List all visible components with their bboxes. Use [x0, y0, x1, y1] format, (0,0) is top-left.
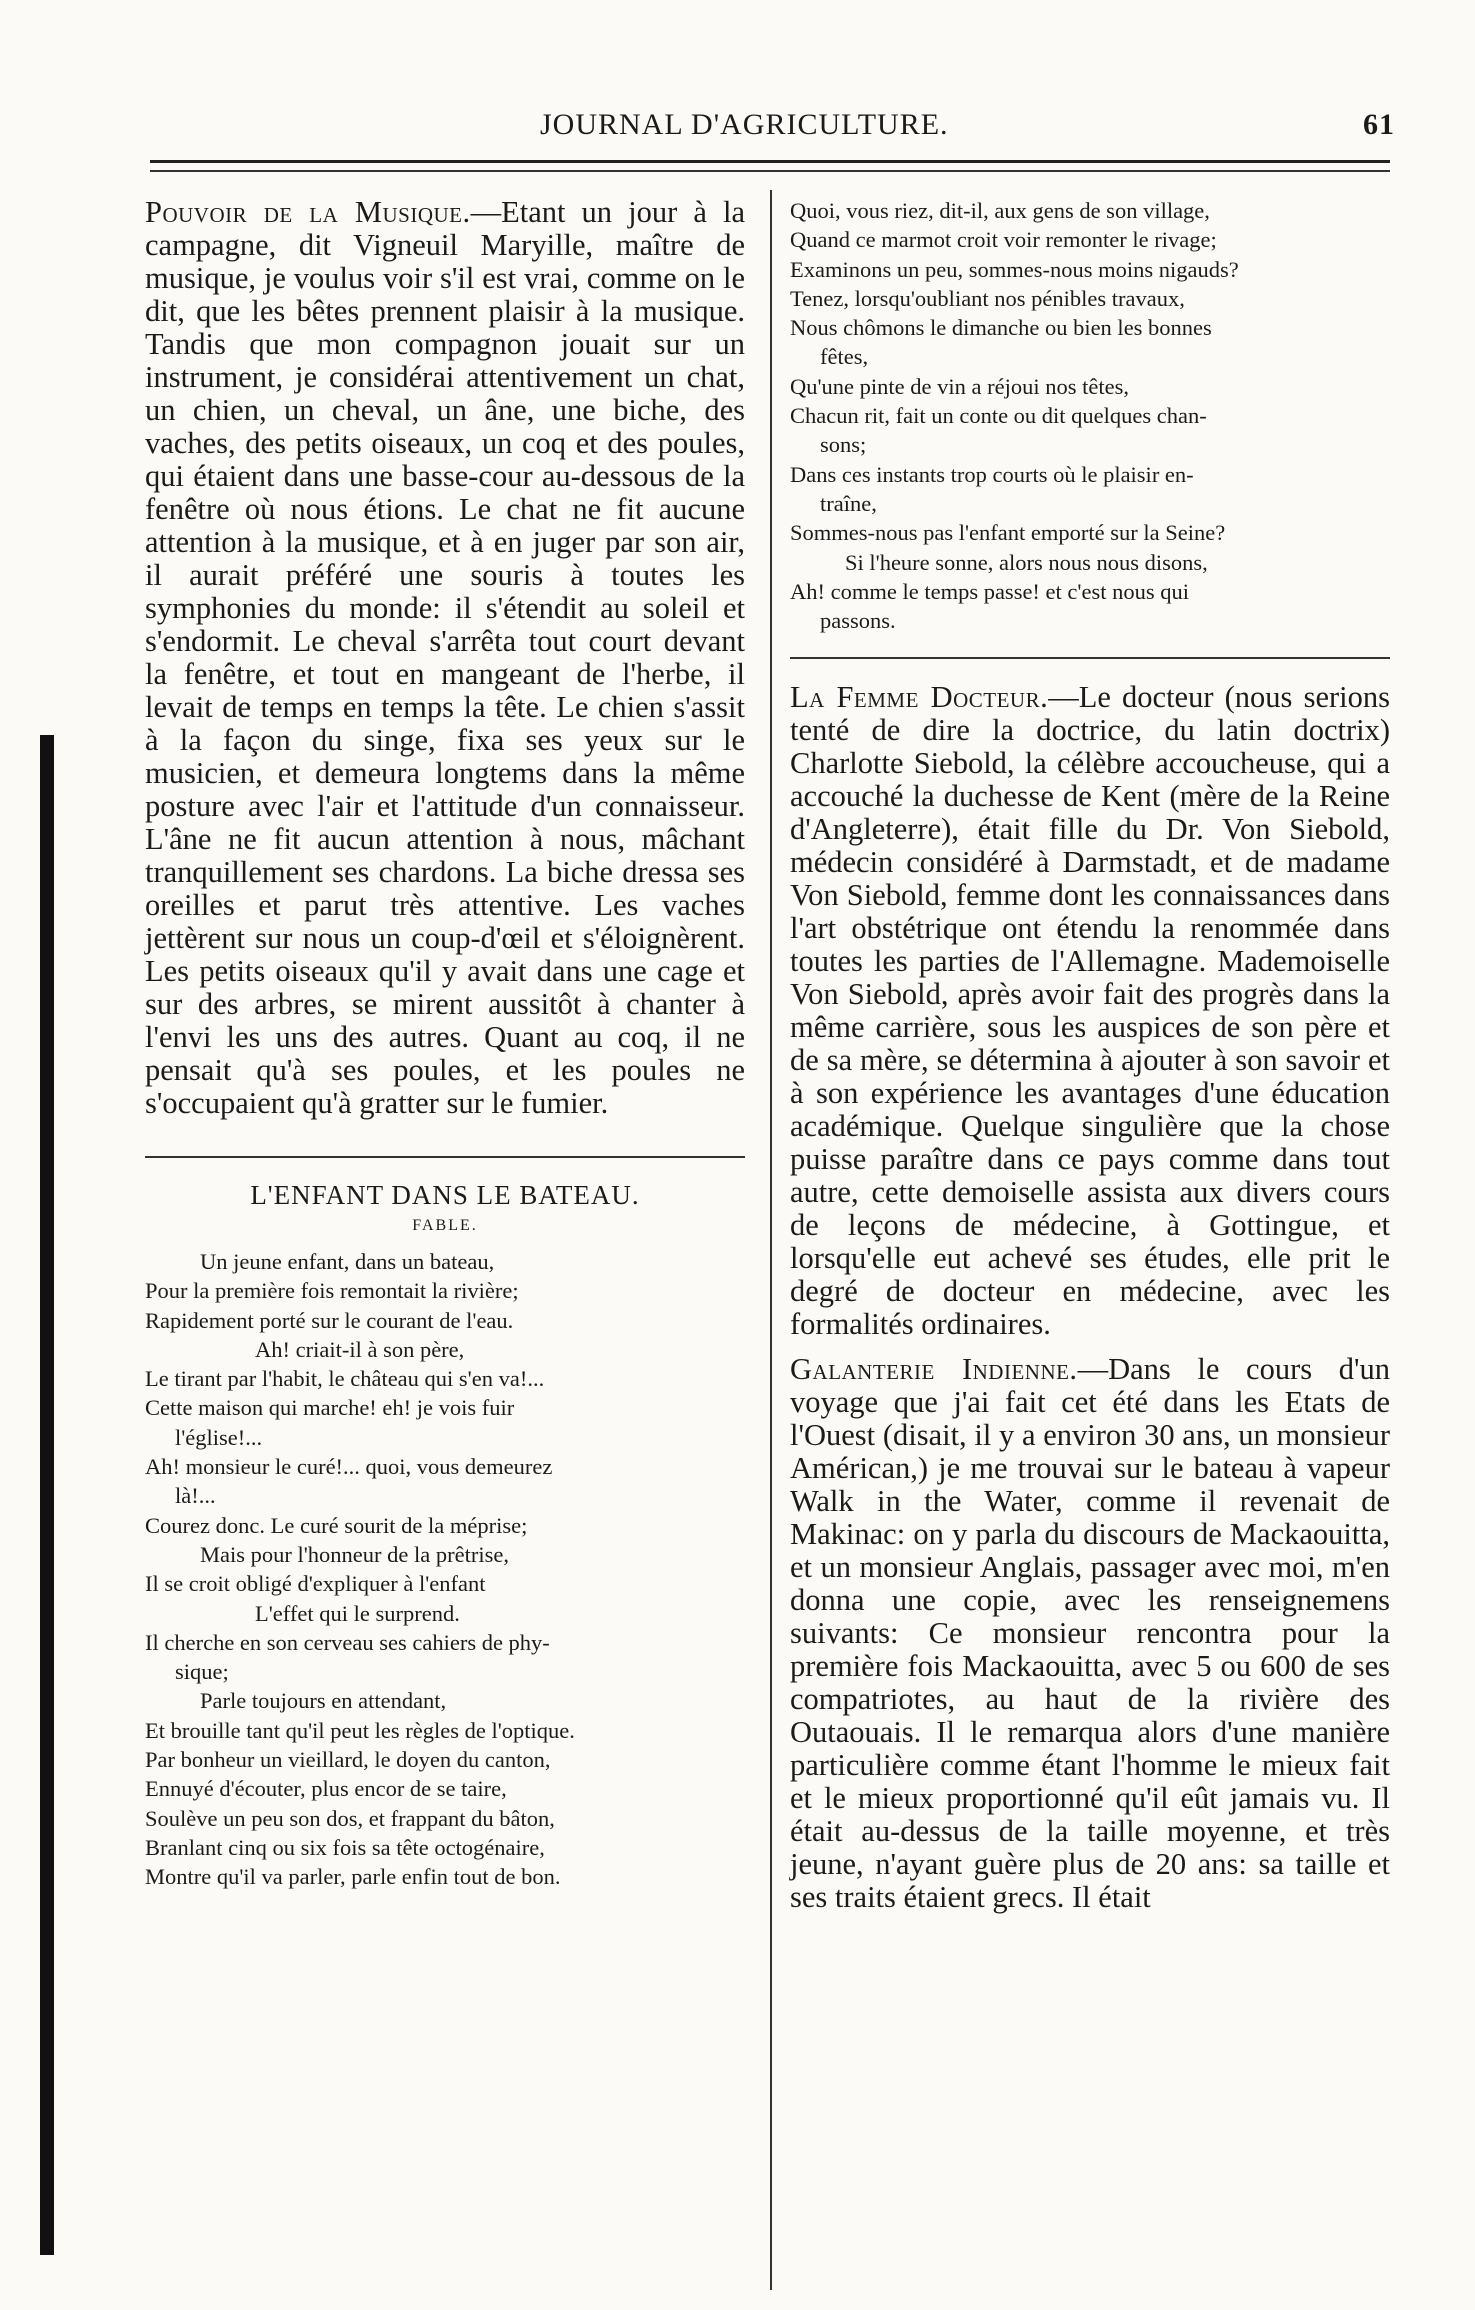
poem-line: L'effet qui le surprend.	[255, 1600, 460, 1626]
fable-subtitle: FABLE.	[412, 1217, 478, 1234]
poem-line: Ah! monsieur le curé!... quoi, vous demeurez	[145, 1454, 553, 1480]
poem-line: là!...	[175, 1483, 216, 1509]
poem-line: Rapidement porté sur le courant de l'eau.	[145, 1307, 514, 1333]
poem-line: Ah! criait-il à son père,	[255, 1336, 465, 1362]
article-text: —Etant un jour à la campagne, dit Vigneuil Maryille, maître de musique, je voulus voir s'il est vrai, comme on le dit, que les bêtes prennent plaisir à la musique. Tandis que mon compagnon jouait sur un instrument, je considérai attentivement un chat, un chien, un cheval, un âne, une biche, des vaches, des petits oiseaux, un coq et des poules, qui étaient dans une basse-cour au-dessous de la fenêtre où nous étions. Le chat ne fit aucune attention à la musique, et à en juger par son air, il aurait préféré une souris à toutes les symphonies du monde: il s'étendit au soleil et s'endormit. Le cheval s'arrêta tout court devant la fenêtre, et tout en mangeant de l'herbe, il levait de temps en temps la tête. Le chien s'assit à la façon du singe, fixa ses yeux sur le musicien, et demeura longtems dans la même posture avec l'air et l'attitude d'un connaisseur. L'âne ne fit aucun attention à nous, mâchant tranquillement ses chardons. La biche dressa ses oreilles et parut très attentive. Les vaches jettèrent sur nous un coup-d'œil et s'éloignèrent. Les petits oiseaux qu'il y avait dans une cage et sur des arbres, se mirent aussitôt à chanter à l'envi les uns des autres. Quant au coq, il ne pensait qu'à ses poules, et les poules ne s'occupaient qu'à gratter sur le fumier.	[145, 195, 745, 1120]
poem-line: Sommes-nous pas l'enfant emporté sur la Seine?	[790, 520, 1226, 546]
section-rule	[790, 657, 1390, 659]
poem-line: Et brouille tant qu'il peut les règles de l'optique.	[145, 1717, 575, 1743]
poem-line: Quand ce marmot croit voir remonter le rivage;	[790, 227, 1217, 253]
poem-line: Un jeune enfant, dans un bateau,	[200, 1249, 495, 1274]
poem-line: Dans ces instants trop courts où le plaisir en-	[790, 461, 1194, 487]
margin-bar	[40, 735, 54, 2255]
left-column	[145, 196, 745, 1892]
poem-line: Quoi, vous riez, dit-il, aux gens de son village,	[790, 198, 1210, 223]
poem-line: l'église!...	[175, 1424, 263, 1450]
poem-line: Il se croit obligé d'expliquer à l'enfant	[145, 1571, 486, 1597]
poem-line: Ah! comme le temps passe! et c'est nous qui	[790, 578, 1189, 604]
poem-line: Examinons un peu, sommes-nous moins nigauds?	[790, 256, 1239, 282]
page-number: 61	[1363, 108, 1395, 141]
poem-line: Montre qu'il va parler, parle enfin tout de bon.	[145, 1864, 561, 1890]
poem-line: fêtes,	[820, 344, 869, 370]
column-divider	[770, 190, 772, 2290]
article-heading: Galanterie Indienne.	[790, 1352, 1078, 1387]
poem-line: Parle toujours en attendant,	[200, 1688, 447, 1714]
poem-line: Chacun rit, fait un conte ou dit quelques chan-	[790, 403, 1207, 429]
article-heading: Pouvoir de la Musique.	[145, 195, 471, 229]
article-text: —Dans le cours d'un voyage que j'ai fait cet été dans les Etats de l'Ouest (disait, il y a environ 30 ans, un monsieur Américan,) je me trouvai sur le bateau à vapeur Walk in the Water, comme il revenait de Makinac: on y parla du discours de Mackaouitta, et un monsieur Anglais, passager avec moi, m'en donna une copie, avec les renseignemens suivants: Ce monsieur rencontra pour la première fois Mackaouitta, avec 5 ou 600 de ses compatriotes, au haut de la rivière des Outaouais. Il le remarqua alors d'une manière particulière comme étant l'homme le mieux fait et le mieux proportionné qu'il eût jamais vu. Il était au-dessus de la taille moyenne, et très jeune, n'ayant guère plus de 20 ans: sa taille et ses traits étaient grecs. Il était	[790, 1352, 1390, 1915]
poem-line: sons;	[820, 432, 867, 458]
poem-line: Si l'heure sonne, alors nous nous disons,	[845, 549, 1208, 575]
header-rule	[150, 160, 1390, 163]
poem-line: Cette maison qui marche! eh! je vois fuir	[145, 1395, 515, 1421]
section-rule	[145, 1156, 745, 1158]
article-musique	[145, 196, 745, 1120]
poem-line: Pour la première fois remontait la rivière;	[145, 1278, 519, 1304]
fable-title: L'ENFANT DANS LE BATEAU.	[250, 1180, 640, 1210]
fable-poem	[145, 1247, 745, 1892]
poem-line: Branlant cinq ou six fois sa tête octogénaire,	[145, 1834, 545, 1860]
fable-poem-continued	[790, 196, 1390, 635]
poem-line: traîne,	[820, 490, 877, 516]
poem-line: Il cherche en son cerveau ses cahiers de phy-	[145, 1629, 550, 1655]
article-galanterie	[790, 1353, 1390, 1914]
poem-line: Tenez, lorsqu'oubliant nos pénibles travaux,	[790, 285, 1185, 311]
poem-line: Par bonheur un vieillard, le doyen du canton,	[145, 1747, 551, 1773]
running-head	[145, 108, 1395, 148]
journal-title: JOURNAL D'AGRICULTURE.	[540, 108, 949, 141]
poem-line: Le tirant par l'habit, le château qui s'en va!...	[145, 1366, 545, 1392]
poem-line: Nous chômons le dimanche ou bien les bonnes	[790, 315, 1212, 341]
poem-line: Mais pour l'honneur de la prêtrise,	[200, 1541, 509, 1567]
right-column	[790, 196, 1390, 1914]
poem-line: sique;	[175, 1659, 229, 1685]
poem-line: Ennuyé d'écouter, plus encor de se taire,	[145, 1776, 507, 1802]
poem-line: Soulève un peu son dos, et frappant du bâton,	[145, 1805, 555, 1831]
article-text: —Le docteur (nous serions tenté de dire la doctrice, du latin doctrix) Charlotte Siebold, la célèbre accoucheuse, qui a accouché la duchesse de Kent (mère de la Reine d'Angleterre), était fille du Dr. Von Siebold, médecin considéré à Darmstadt, et de madame Von Siebold, femme dont les connaissances dans l'art obstétrique ont étendu la renommée dans toutes les parties de l'Allemagne. Mademoiselle Von Siebold, après avoir fait des progrès dans la même carrière, sous les auspices de son père et de sa mère, se détermina à ajouter à son savoir et à son expérience les avantages d'une éducation académique. Quelque singulière que la chose puisse paraître dans ce pays comme dans tout autre, cette demoiselle assista aux divers cours de leçons de médecine, à Gottingue, et lorsqu'elle eut achevé ses études, elle prit le degré de docteur en médecine, avec les formalités ordinaires.	[790, 680, 1390, 1342]
poem-line: passons.	[820, 608, 896, 634]
poem-line: Courez donc. Le curé sourit de la méprise;	[145, 1512, 528, 1538]
poem-line: Qu'une pinte de vin a réjoui nos têtes,	[790, 373, 1129, 399]
header-rule-secondary	[150, 170, 1390, 172]
article-heading: La Femme Docteur.	[790, 680, 1049, 715]
article-docteur	[790, 681, 1390, 1341]
